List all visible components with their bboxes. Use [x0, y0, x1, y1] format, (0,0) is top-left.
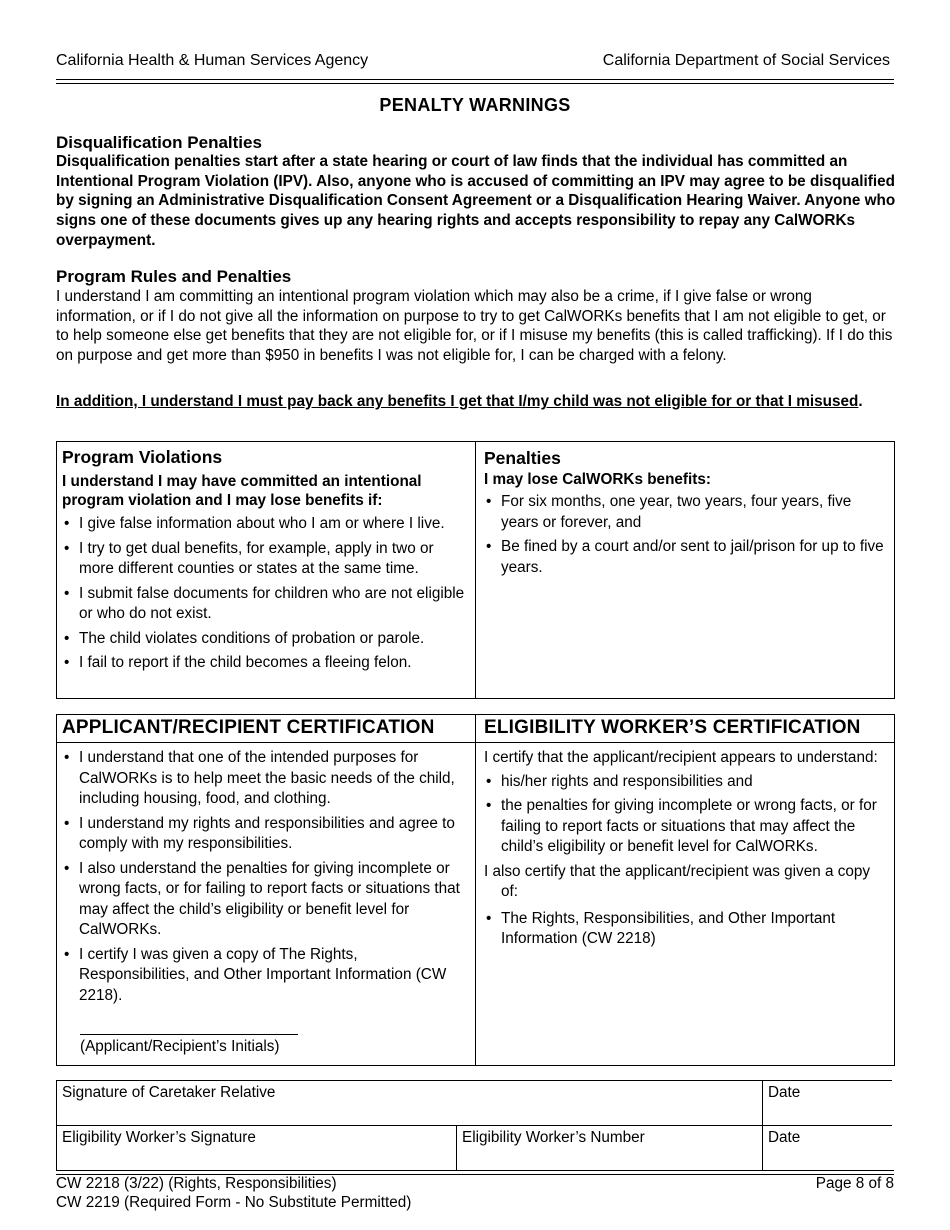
list-item: • the penalties for giving incomplete or wrong facts, or for failing to report facts or situations that may affect the child’s eligibility or benefit level for CalWORKs.	[484, 796, 882, 858]
worker-signature-field[interactable]: Eligibility Worker’s Signature	[62, 1129, 256, 1146]
certification-header-rule	[56, 742, 894, 743]
worker-cert-list	[484, 772, 882, 858]
department-name: California Department of Social Services	[602, 52, 890, 69]
signature-left-border	[56, 1080, 57, 1170]
signature-rule-top	[56, 1080, 892, 1081]
repay-text: In addition, I understand I must pay back any benefits I get that I/my child was not eligible for or that I misused	[56, 393, 859, 410]
page-title: PENALTY WARNINGS	[379, 95, 571, 115]
worker-number-field[interactable]: Eligibility Worker’s Number	[462, 1129, 645, 1146]
repay-period: .	[858, 393, 863, 410]
worker-cert-copy-text: I also certify that the applicant/recipient was given a copy of:	[484, 862, 871, 900]
applicant-cert-heading: APPLICANT/RECIPIENT CERTIFICATION	[62, 717, 435, 738]
list-item: • For six months, one year, two years, four years, five years or forever, and	[484, 492, 884, 533]
list-item: • I try to get dual benefits, for example, apply in two or more different counties or states at the same time.	[62, 539, 470, 580]
list-item: • I also understand the penalties for giving incomplete or wrong facts, or for failing to report facts or situations that may affect the child’s eligibility or benefit level for CalWORKs.	[62, 859, 468, 941]
penalties-heading: Penalties	[484, 448, 561, 468]
header-rule-bottom	[56, 83, 894, 84]
signature-rule-middle	[56, 1125, 892, 1126]
program-rules-text: I understand I am committing an intentional program violation which may also be a crime, if I give false or wrong information, or if I do not give all the information on purpose to try to get CalWORKs benefits that I am not eligible to get, or to help someone else get benefits that they are not eligible for, or if I misuse my benefits (this is called trafficking). If I do this on purpose and get more than $950 in benefits I was not eligible for, I can be charged with a felony.	[56, 288, 893, 365]
worker-cert-copy-list	[484, 909, 882, 950]
list-item: • I submit false documents for children who are not eligible or who do not exist.	[62, 584, 470, 625]
initials-line[interactable]	[80, 1034, 298, 1035]
list-item: • I understand my rights and responsibilities and agree to comply with my responsibilities.	[62, 814, 468, 855]
repay-statement	[56, 392, 886, 412]
date-field-2[interactable]: Date	[768, 1129, 801, 1146]
signature-number-divider	[456, 1125, 457, 1170]
penalties-column	[484, 448, 884, 582]
violations-column	[62, 447, 470, 678]
initials-label: (Applicant/Recipient’s Initials)	[80, 1038, 280, 1055]
form-required-note: CW 2219 (Required Form - No Substitute Permitted)	[56, 1194, 412, 1211]
list-item: • The child violates conditions of probation or parole.	[62, 629, 470, 650]
list-item: • I understand that one of the intended purposes for CalWORKs is to help meet the basic needs of the child, including housing, food, and clothing.	[62, 748, 468, 810]
worker-cert-heading: ELIGIBILITY WORKER’S CERTIFICATION	[484, 717, 861, 738]
penalties-list	[484, 492, 884, 578]
header-rule-top	[56, 79, 894, 80]
agency-name: California Health & Human Services Agency	[56, 52, 369, 69]
disqualification-heading: Disqualification Penalties	[56, 133, 262, 152]
applicant-cert-list	[62, 748, 468, 1006]
footer-rule-top	[56, 1170, 894, 1171]
date-field-1[interactable]: Date	[768, 1084, 801, 1101]
certification-table-divider	[475, 714, 476, 1066]
list-item: • his/her rights and responsibilities and	[484, 772, 882, 793]
disqualification-text: Disqualification penalties start after a state hearing or court of law finds that the individual has committed an Intentional Program Violation (IPV). Also, anyone who is accused of committing an IPV may agree to be disqualified by signing an Administrative Disqualification Consent Agreement or a Disqualification Hearing Waiver. Anyone who signs one of these documents gives up any hearing rights and accepts responsibility to repay any CalWORKs overpayment.	[56, 153, 896, 249]
worker-cert-body	[484, 748, 882, 954]
list-item: • The Rights, Responsibilities, and Other Important Information (CW 2218)	[484, 909, 882, 950]
applicant-cert-body	[62, 748, 468, 1010]
list-item: • I fail to report if the child becomes a fleeing felon.	[62, 653, 470, 674]
penalties-subheading: I may lose CalWORKs benefits:	[484, 471, 711, 488]
list-item: • I give false information about who I am or where I live.	[62, 514, 470, 535]
violations-list	[62, 514, 470, 674]
caretaker-signature-field[interactable]: Signature of Caretaker Relative	[62, 1084, 276, 1101]
signature-date-divider	[762, 1080, 763, 1170]
violations-subheading: I understand I may have committed an intentional program violation and I may lose benefits if:	[62, 473, 422, 509]
violations-table-divider	[475, 441, 476, 699]
violations-heading: Program Violations	[62, 447, 223, 467]
worker-cert-intro: I certify that the applicant/recipient appears to understand:	[484, 749, 878, 766]
program-rules-heading: Program Rules and Penalties	[56, 267, 292, 286]
list-item: • Be fined by a court and/or sent to jail/prison for up to five years.	[484, 537, 884, 578]
page-number: Page 8 of 8	[815, 1175, 894, 1192]
form-number: CW 2218 (3/22) (Rights, Responsibilities)	[56, 1175, 337, 1192]
list-item: • I certify I was given a copy of The Rights, Responsibilities, and Other Important Information (CW 2218).	[62, 945, 468, 1007]
